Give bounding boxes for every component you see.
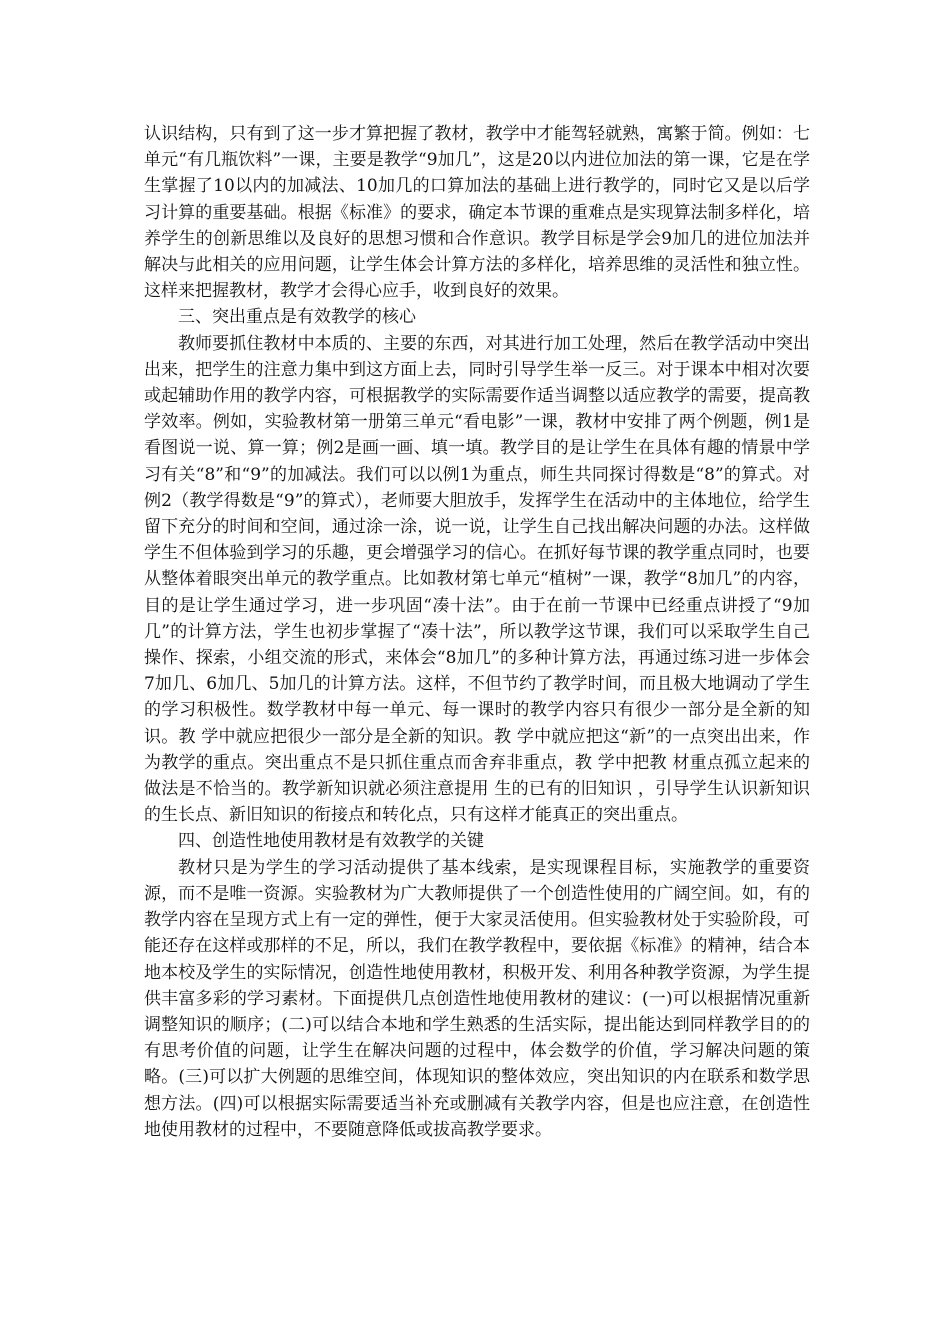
paragraph-continued: 认识结构，只有到了这一步才算把握了教材，教学中才能驾轻就熟，寓繁于简。例如：七单元“有几瓶饮料”一课，主要是教学“9加几”，这是20以内进位加法的第一课，它是在学生掌握了10以内的加减法、10加几的口算加法的基础上进行教学的，同时它又是以后学习计算的重要基础。根据《标准》的要求，确定本节课的重难点是实现算法制多样化，培养学生的创新思维以及良好的思想习惯和合作意识。教学目标是学会9加几的进位加法并解决与此相关的应用问题，让学生体会计算方法的多样化，培养思维的灵活性和独立性。这样来把握教材，教学才会得心应手，收到良好的效果。 (144, 124, 810, 302)
section-heading-3: 三、突出重点是有效教学的核心 (178, 307, 416, 328)
document-body (144, 121, 810, 1143)
paragraph-section-3: 教师要抓住教材中本质的、主要的东西，对其进行加工处理，然后在教学活动中突出出来，把学生的注意力集中到这方面上去，同时引导学生举一反三。对于课本中相对次要或起辅助作用的教学内容，可根据教学的实际需要作适当调整以适应教学的需要，提高教学效率。例如，实验教材第一册第三单元“看电影”一课，教材中安排了两个例题，例1是看图说一说、算一算；例2是画一画、填一填。教学目的是让学生在具体有趣的情景中学习有关“8”和“9”的加减法。我们可以以例1为重点，师生共同探讨得数是“8”的算式。对例2（教学得数是“9”的算式），老师要大胆放手，发挥学生在活动中的主体地位，给学生留下充分的时间和空间，通过涂一涂，说一说，让学生自己找出解决问题的办法。这样做学生不但体验到学习的乐趣，更会增强学习的信心。在抓好每节课的教学重点同时，也要从整体着眼突出单元的教学重点。比如教材第七单元“植树”一课，教学“8加几”的内容，目的是让学生通过学习，进一步巩固“凑十法”。由于在前一节课中已经重点讲授了“9加几”的计算方法，学生也初步掌握了“凑十法”，所以教学这节课，我们可以采取学生自己操作、探索，小组交流的形式，来体会“8加几”的多种计算方法，再通过练习进一步体会7加几、6加几、5加几的计算方法。这样，不但节约了教学时间，而且极大地调动了学生的学习积极性。数学教材中每一单元、每一课时的教学内容只有很少一部分是全新的知识。教 学中就应把很少一部分是全新的知识。教 学中就应把这“新”的一点突出出来，作为教学的重点。突出重点不是只抓住重点而舍弃非重点，教 学中把教 材重点孤立起来的做法是不恰当的。教学新知识就必须注意提用 生的已有的旧知识 ，引导学生认识新知识的生长点、新旧知识的衔接点和转化点，只有这样才能真正的突出重点。 (144, 333, 810, 826)
section-heading-4: 四、创造性地使用教材是有效教学的关键 (178, 831, 484, 852)
paragraph-section-4: 教材只是为学生的学习活动提供了基本线索，是实现课程目标，实施教学的重要资源，而不是唯一资源。实验教材为广大教师提供了一个创造性使用的广阔空间。如，有的教学内容在呈现方式上有一定的弹性，便于大家灵活使用。但实验教材处于实验阶段，可能还存在这样或那样的不足，所以，我们在教学教程中，要依据《标准》的精神，结合本地本校及学生的实际情况，创造性地使用教材，积极开发、利用各种教学资源，为学生提供丰富多彩的学习素材。下面提供几点创造性地使用教材的建议：(一)可以根据情况重新调整知识的顺序；(二)可以结合本地和学生熟悉的生活实际，提出能达到同样教学目的的有思考价值的问题，让学生在解决问题的过程中，体会数学的价值，学习解决问题的策略。(三)可以扩大例题的思维空间，体现知识的整体效应，突出知识的内在联系和数学思想方法。(四)可以根据实际需要适当补充或删减有关教学内容，但是也应注意，在创造性地使用教材的过程中，不要随意降低或拔高教学要求。 (144, 857, 810, 1140)
